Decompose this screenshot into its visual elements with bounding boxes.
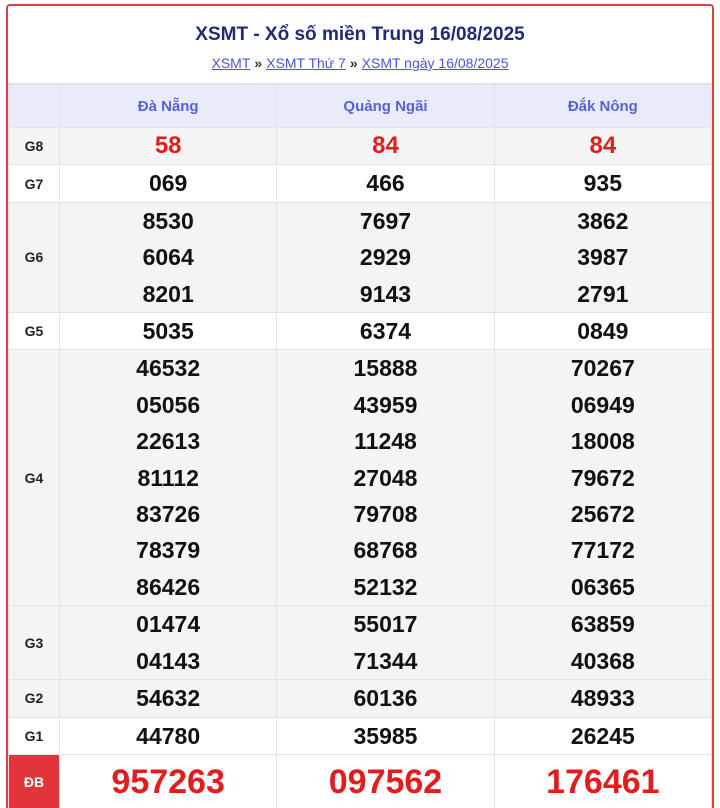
result-cell	[494, 606, 711, 680]
result-number: 84	[589, 132, 617, 159]
result-number: 78379	[136, 537, 201, 564]
prize-label: G5	[9, 313, 60, 350]
prize-label: G6	[9, 202, 60, 312]
result-cell	[277, 717, 494, 754]
result-number: 81112	[137, 464, 199, 491]
result-number: 04143	[136, 647, 201, 674]
results-panel	[6, 4, 714, 808]
result-cell	[60, 202, 277, 312]
result-number: 54632	[136, 685, 201, 712]
result-cell	[60, 680, 277, 717]
result-cell	[494, 313, 711, 350]
prize-label: G1	[9, 717, 60, 754]
breadcrumb-xsmt-date[interactable]: XSMT ngày 16/08/2025	[361, 55, 509, 71]
result-cell	[277, 313, 494, 350]
result-number: 25672	[570, 501, 635, 528]
result-number: 466	[366, 170, 405, 197]
prize-label: G7	[9, 165, 60, 202]
result-cell	[494, 717, 711, 754]
result-number: 43959	[353, 391, 418, 418]
breadcrumb-separator: »	[349, 55, 358, 71]
province-da-nang[interactable]: Đà Nẵng	[60, 85, 277, 128]
result-number: 86426	[136, 573, 201, 600]
result-number: 55017	[353, 611, 418, 638]
result-number: 15888	[353, 355, 418, 382]
page-title: XSMT - Xổ số miền Trung 16/08/2025	[195, 24, 525, 45]
result-cell	[494, 350, 711, 606]
result-cell	[60, 754, 277, 808]
result-number: 5035	[142, 318, 194, 345]
result-number: 06365	[570, 573, 635, 600]
result-cell	[60, 606, 277, 680]
result-number: 3987	[577, 244, 629, 271]
result-cell	[277, 165, 494, 202]
result-cell	[277, 128, 494, 165]
result-number: 8201	[142, 280, 194, 307]
result-cell	[277, 680, 494, 717]
result-number: 27048	[353, 464, 418, 491]
result-cell	[60, 717, 277, 754]
result-number: 83726	[136, 501, 201, 528]
prize-row-g4	[9, 350, 712, 606]
result-cell	[60, 165, 277, 202]
result-cell	[494, 165, 711, 202]
result-number: 79672	[570, 464, 635, 491]
result-number: 26245	[570, 722, 635, 749]
result-number: 0849	[577, 318, 629, 345]
result-number: 71344	[353, 647, 418, 674]
corner-cell	[9, 85, 60, 128]
result-number: 7697	[359, 207, 412, 234]
result-number: 52132	[353, 573, 418, 600]
result-number: 84	[372, 132, 399, 159]
results-table	[8, 84, 712, 808]
result-cell	[277, 754, 494, 808]
result-number: 11248	[354, 428, 417, 455]
result-number: 6064	[142, 244, 194, 271]
result-number: 44780	[136, 722, 201, 749]
result-cell	[494, 202, 711, 312]
result-number: 79708	[353, 501, 418, 528]
result-number: 176461	[546, 762, 660, 801]
prize-label: G4	[9, 350, 60, 606]
province-dak-nong[interactable]: Đắk Nông	[494, 85, 711, 128]
result-cell	[494, 754, 711, 808]
result-number: 935	[583, 170, 623, 197]
result-number: 58	[154, 132, 182, 159]
result-number: 2791	[577, 280, 629, 307]
result-number: 01474	[136, 611, 201, 638]
result-cell	[277, 202, 494, 312]
result-number: 35985	[353, 722, 418, 749]
prize-label: G8	[9, 128, 60, 165]
result-cell	[60, 128, 277, 165]
result-number: 957263	[111, 762, 225, 801]
prize-row-g5	[9, 313, 712, 350]
results-header	[8, 6, 712, 84]
result-number: 46532	[136, 355, 201, 382]
breadcrumb-xsmt[interactable]: XSMT	[211, 55, 251, 71]
result-number: 9143	[359, 280, 412, 307]
result-number: 48933	[570, 685, 635, 712]
result-number: 6374	[359, 318, 412, 345]
prize-row-g7	[9, 165, 712, 202]
result-number: 77172	[570, 537, 635, 564]
result-number: 05056	[136, 391, 201, 418]
prize-row-g8	[9, 128, 712, 165]
breadcrumb	[8, 54, 712, 72]
result-number: 60136	[353, 685, 418, 712]
result-cell	[60, 350, 277, 606]
result-number: 40368	[570, 647, 635, 674]
prize-label: ĐB	[9, 754, 60, 808]
prize-label: G3	[9, 606, 60, 680]
result-cell	[494, 128, 711, 165]
result-number: 68768	[353, 537, 418, 564]
result-number: 22613	[136, 428, 201, 455]
result-number: 097562	[328, 762, 443, 801]
result-cell	[494, 680, 711, 717]
prize-row-g6	[9, 202, 712, 312]
province-quang-ngai[interactable]: Quảng Ngãi	[277, 85, 494, 128]
result-number: 8530	[142, 207, 194, 234]
breadcrumb-separator: »	[254, 55, 263, 71]
prize-body	[9, 128, 712, 808]
result-cell	[60, 313, 277, 350]
prize-row-g3	[9, 606, 712, 680]
result-number: 63859	[570, 611, 635, 638]
breadcrumb-xsmt-thu-7[interactable]: XSMT Thứ 7	[266, 55, 346, 71]
result-number: 70267	[570, 355, 635, 382]
result-number: 18008	[570, 428, 635, 455]
prize-label: G2	[9, 680, 60, 717]
province-header-row	[9, 85, 712, 128]
prize-row-db	[9, 754, 712, 808]
result-number: 2929	[359, 244, 412, 271]
result-number: 3862	[577, 207, 629, 234]
prize-row-g1	[9, 717, 712, 754]
result-number: 06949	[570, 391, 635, 418]
prize-row-g2	[9, 680, 712, 717]
result-number: 069	[148, 170, 188, 197]
result-cell	[277, 350, 494, 606]
result-cell	[277, 606, 494, 680]
